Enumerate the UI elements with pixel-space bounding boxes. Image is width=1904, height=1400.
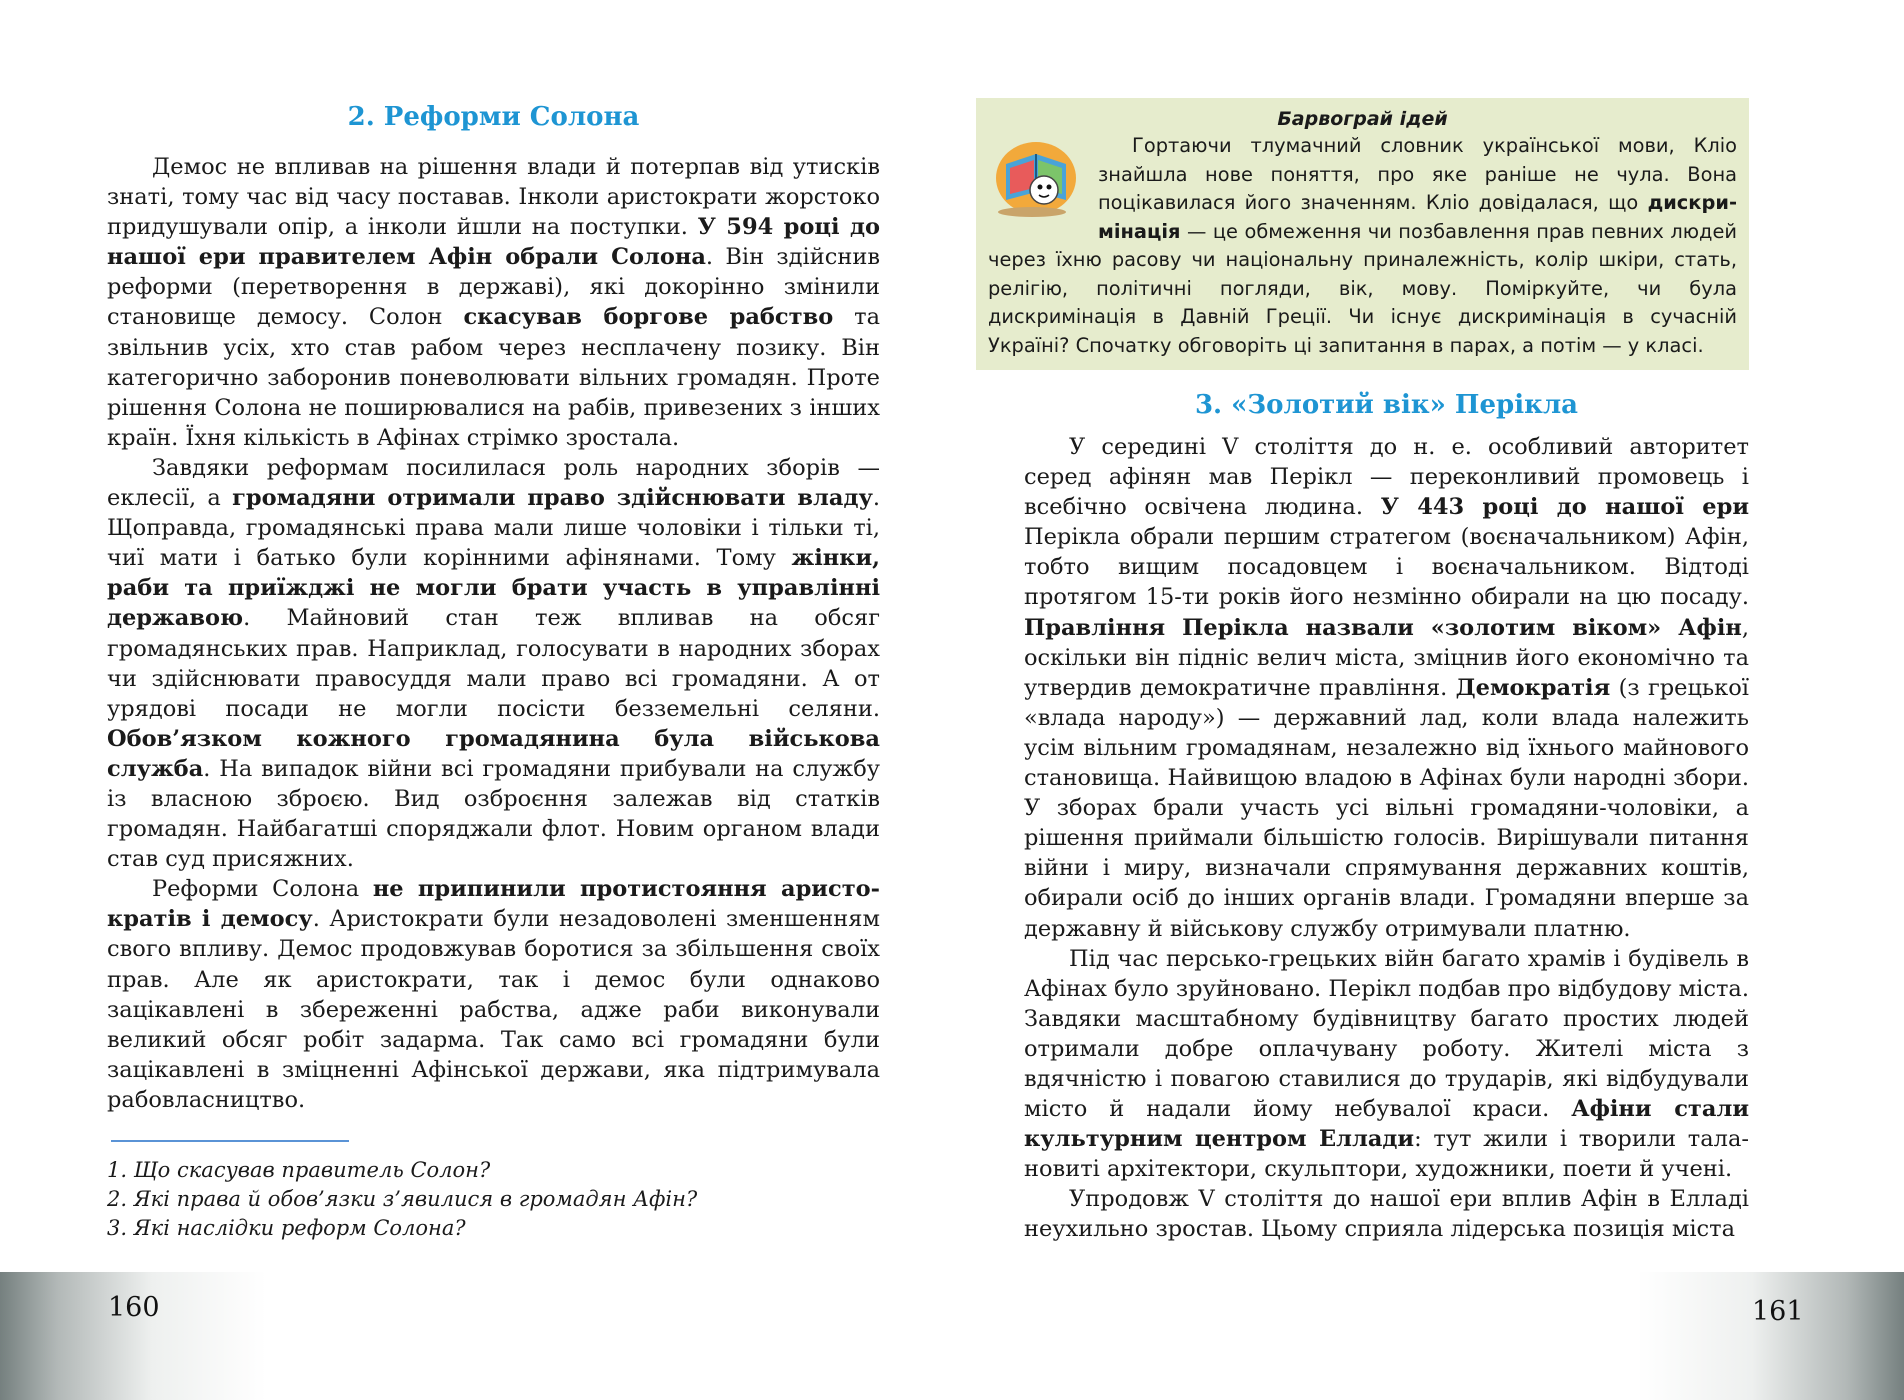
bold-text: У 594 році до нашої ери правителем Афін обрали Солона	[107, 214, 881, 271]
text-run: Демос не впливав на рішення влади й потерпав від утисків знаті, тому час від часу поставав. Інколи аристократи жорстоко придушували опір, а інколи йшли на поступки.	[107, 154, 880, 241]
bold-text: Афіни стали культурним центром Еллади	[1024, 1096, 1750, 1153]
bold-text: Демократія	[1455, 674, 1611, 701]
text-run: Реформи Солона	[152, 876, 373, 903]
text-run: Упродовж V століття до нашої ери вплив Афін в Елладі неухильно зростав. Цьому сприяла лідерська позиція міста	[1024, 1186, 1749, 1243]
text-run: (з грецької «влада народу») — державний лад, коли влада належить усім вільним громадянам, незалежно від їхнього майнового становища. Найвищою владою в Афінах були народні збори. У зборах брали участь усі вільні громадяни-чоловіки, а рішення приймали більшістю голосів. Вирішували питання війни і миру, визначали спрямування державних коштів, обирали осіб до інших органів влади. Громадяни вперше за державну й військову службу отримували платню.	[1024, 674, 1749, 942]
section-title-solon: 2. Реформи Солона	[347, 102, 640, 132]
book-mascot-icon	[988, 134, 1088, 218]
right-column	[988, 100, 1750, 1245]
text-run: — це обмеження чи позбавлення прав певних людей через їхню расову чи національну приналежність, колір шкіри, стать, релігію, політичні погляди, вік, мову. Поміркуйте, чи була дискримінація в Давній Греції. Чи існує дискримінація в сучасній Україні? Спочатку обговоріть ці запитання в парах, а потім — у класі.	[988, 219, 1737, 357]
section-title-pericles: 3. «Золотий вік» Перікла	[1194, 390, 1579, 420]
text-run: , оскільки він підніс велич міста, зміцнив його економічно та утвердив демократичне правління.	[1024, 614, 1749, 701]
text-run: . На випадок війни всі громадяни прибували на службу із власною зброєю. Вид озброєння залежав від статків громадян. Найбагатші споряджали флот. Новим органом влади став суд присяжних.	[107, 755, 880, 873]
bold-text: дискримінація	[1098, 191, 1737, 243]
bold-text: Обов’язком кожного громадянина була військова служба	[107, 725, 880, 782]
paragraph	[107, 453, 880, 874]
right-page	[952, 0, 1904, 1400]
question-item: 1. Що скасував правитель Солон?	[107, 1158, 491, 1182]
text-run: Завдяки реформам посилилася роль народних зборів — еклесії, а	[107, 454, 880, 512]
review-questions	[107, 1156, 880, 1243]
bold-text: Правління Перікла назвали «золотим віком» Афін	[1024, 614, 1742, 641]
text-run: Під час персько-грецьких війн багато храмів і будівель в Афінах було зруйновано. Перікл подбав про відбудову міста. Завдяки масштабному будівництву багато простих людей отримали добре оплачувану роботу. Жителі міста з вдячністю і повагою ставилися до трударів, які відбудували місто й надали йому небувалої краси.	[1024, 945, 1749, 1123]
paragraph	[1024, 944, 1749, 1185]
text-run: Гортаючи тлумачний словник української мови, Кліо знайшла нове поняття, про яке раніше не чула. Вона поцікавилася його значенням. Кліо довідалася, що	[1098, 134, 1737, 214]
ideas-box-text	[988, 132, 1737, 360]
bold-text: скасував боргове рабство	[463, 304, 834, 331]
bold-text: У 443 році до нашої ери	[1380, 494, 1750, 521]
bold-text: жінки, раби та приїжджі не могли брати участь в управлінні державою	[107, 545, 880, 632]
questions-divider	[111, 1140, 349, 1142]
text-run: : тут жили і творили талановиті архітектори, скульптори, художники, поети й учені.	[1024, 1126, 1749, 1183]
paragraph	[1024, 432, 1749, 944]
page-number: 160	[108, 1292, 160, 1323]
paragraph	[107, 874, 880, 1115]
ideas-box	[976, 98, 1749, 370]
left-column	[107, 100, 880, 1243]
text-run: . Щоправда, громадянські права мали лише чоловіки і тільки ті, чиї мати і батько були корінними афінянами. Тому	[107, 485, 880, 572]
text-run: Перікла обрали першим стратегом (воєначальником) Афін, тобто вищим посадовцем і воєначальником. Відтоді протягом 15-ти років його незмінно обирали на цю посаду.	[1024, 524, 1749, 611]
text-run: У середині V століття до н. е. особливий авторитет серед афінян мав Перікл — переконливий промовець і всебічно освічена людина.	[1024, 434, 1749, 521]
text-run: та звільнив усіх, хто став рабом через несплачену позику. Він категорично заборонив поневолювати вільних громадян. Проте рішення Солона не поширювалися на рабів, привезених з інших країн. Їхня кількість в Афінах стрімко зростала.	[107, 304, 880, 451]
text-run: . Аристократи були незадоволені зменшенням свого впливу. Демос продовжував боротися за збільшення своїх прав. Але як аристократи, так і демос були однаково зацікавлені в збереженні рабства, адже раби виконували великий обсяг робіт задарма. Так само всі громадяни були зацікавлені в зміцненні Афінської держави, яка підтримувала рабовласництво.	[107, 906, 880, 1113]
text-run: . Майновий стан теж впливав на обсяг громадянських прав. Наприклад, голосувати в народних зборах чи здійснювати правосуддя мали право всі громадяни. А от урядові посади не могли посісти безземельні селяни.	[107, 605, 880, 722]
ideas-box-title: Барвограй ідей	[1277, 108, 1448, 130]
question-item: 3. Які наслідки реформ Солона?	[107, 1216, 466, 1240]
bold-text: громадяни отримали право здійснювати владу	[232, 485, 873, 512]
question-item: 2. Які права й обов’язки з’явилися в громадян Афін?	[107, 1187, 698, 1211]
footer-band	[952, 1272, 1904, 1400]
text-run: . Він здійснив реформи (перетворення в державі), які докорінно змінили становище демосу. Солон	[107, 244, 880, 331]
paragraph	[1024, 1184, 1749, 1244]
bold-text: не припинили протистояння аристократів і демосу	[107, 876, 880, 933]
page-number: 161	[1752, 1296, 1804, 1327]
paragraph	[107, 152, 880, 453]
